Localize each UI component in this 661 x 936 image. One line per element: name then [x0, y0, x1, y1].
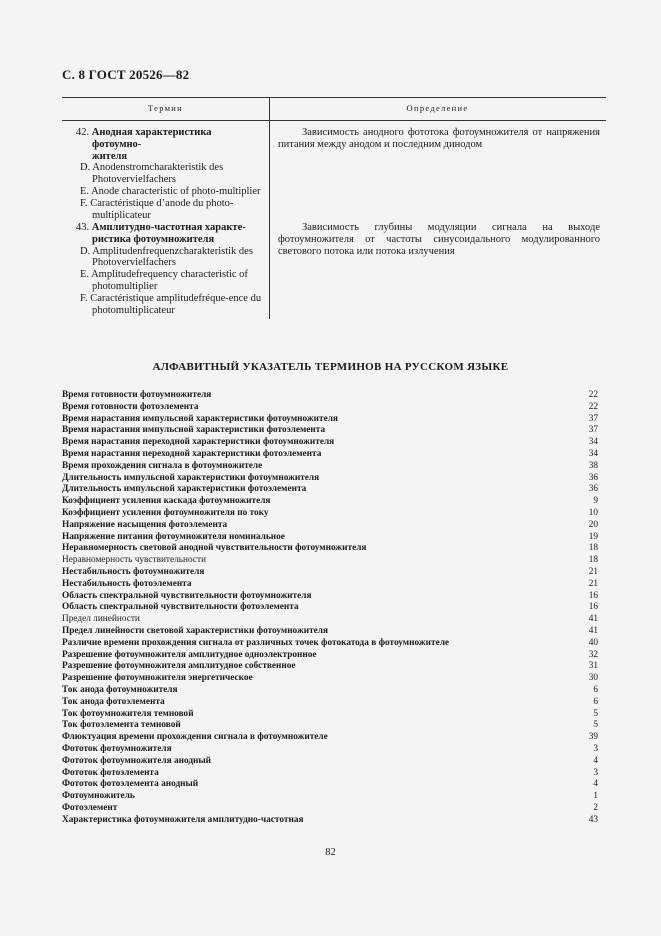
index-row: [62, 425, 598, 437]
term-ru: Амплитудно-частотная характе-: [91, 222, 246, 233]
term-de: D. Anodenstromcharakteristik des Photovervielfachers: [80, 162, 224, 186]
index-term: Время прохождения сигнала в фотоумножителе: [62, 460, 263, 471]
index-page-ref: 20: [588, 519, 598, 530]
index-page-ref: 2: [593, 802, 598, 813]
index-term: Коэффициент усиления каскада фотоумножителя: [62, 496, 271, 507]
index-term: Неравномерность чувствительности: [62, 555, 207, 566]
index-row: [62, 685, 598, 697]
index-row: [62, 532, 598, 544]
index-page-ref: 4: [593, 755, 598, 766]
index-term: Напряжение насыщения фотоэлемента: [62, 519, 228, 530]
index-term: Разрешение фотоумножителя энергетическое: [62, 673, 253, 684]
index-row: [62, 673, 598, 685]
index-page-ref: 38: [588, 460, 598, 471]
index-term: Время готовности фотоэлемента: [62, 401, 199, 412]
index-row: [62, 626, 598, 638]
page-number: 82: [325, 847, 336, 858]
term-ru-line: [76, 127, 262, 151]
index-page-ref: 43: [588, 814, 598, 825]
index-page-ref: 30: [588, 673, 598, 684]
term-de: D. Amplitudenfrequenzcharakteristik des Photovervielfachers: [80, 245, 253, 269]
index-page-ref: 22: [588, 401, 598, 412]
term-ru-continued: жителя: [92, 150, 128, 162]
index-term: Время нарастания переходной характеристики фотоумножителя: [62, 437, 335, 448]
alphabetical-index: [62, 390, 598, 826]
index-term: Фототок фотоэлемента: [62, 767, 159, 778]
index-page-ref: 16: [588, 602, 598, 613]
index-term: Характеристика фотоумножителя амплитудно-частотная: [62, 814, 304, 825]
index-page-ref: 10: [588, 507, 598, 518]
index-term: Коэффициент усиления фотоумножителя по току: [62, 507, 269, 518]
index-term: Напряжение питания фотоумножителя номинальное: [62, 531, 285, 542]
index-term: Предел линейности световой характеристики фотоумножителя: [62, 625, 329, 636]
definition-cell: Зависимость анодного фототока фотоумножителя от напряжения питания между анодом и последним динодом: [278, 127, 600, 150]
index-page-ref: 19: [588, 531, 598, 542]
column-header-term: Термин: [147, 103, 184, 113]
index-term: Ток фотоумножителя темновой: [62, 708, 194, 719]
index-term: Время нарастания переходной характеристики фотоэлемента: [62, 448, 322, 459]
index-page-ref: 18: [588, 555, 598, 566]
index-row: [62, 638, 598, 650]
index-page-ref: 6: [593, 684, 598, 695]
term-en: E. Anode characteristic of photo-multiplier: [80, 185, 261, 197]
index-term: Время готовности фотоумножителя: [62, 390, 212, 400]
index-page-ref: 16: [588, 590, 598, 601]
index-page-ref: 6: [593, 696, 598, 707]
column-header-definition: Определение: [406, 103, 469, 113]
term-fr: F. Caractéristique amplitudefréque-ence du photomultiplicateur: [80, 292, 262, 316]
column-divider-body: [269, 119, 270, 319]
index-page-ref: 39: [588, 732, 598, 743]
index-term: Область спектральной чувствительности фотоумножителя: [62, 590, 312, 601]
index-term: Фототок фотоумножителя анодный: [62, 755, 212, 766]
index-term: Ток анода фотоэлемента: [62, 696, 165, 707]
index-term: Фотоумножитель: [62, 791, 135, 802]
index-row: [62, 414, 598, 426]
index-page-ref: 36: [588, 472, 598, 483]
index-row: [62, 779, 598, 791]
index-term: Предел линейности: [62, 614, 140, 625]
term-fr: F. Caractéristique d’anode du photo-multiplicateur: [80, 197, 234, 221]
term-cell: [76, 127, 262, 221]
index-term: Нестабильность фотоэлемента: [62, 578, 192, 589]
index-term: Длительность импульсной характеристики фотоумножителя: [62, 472, 320, 483]
index-page-ref: 3: [593, 743, 598, 754]
index-row: [62, 567, 598, 579]
index-term: Различие времени прохождения сигнала от различных точек фотокатода в фотоумножителе: [62, 637, 450, 648]
table-header: [62, 97, 606, 121]
term-cell: [76, 222, 262, 316]
index-row: [62, 496, 598, 508]
index-page-ref: 37: [588, 413, 598, 424]
index-page-ref: 37: [588, 425, 598, 436]
index-page-ref: 21: [588, 578, 598, 589]
term-en: E. Amplitudefrequency characteristic of photomultiplier: [80, 269, 248, 292]
definition-cell: Зависимость глубины модуляции сигнала на выходе фотоумножителя от частоты синусоидального модулированного светового потока или потока излучения: [278, 222, 600, 257]
term-ru-line: [76, 222, 262, 234]
index-term: Время нарастания импульсной характеристики фотоумножителя: [62, 413, 338, 424]
index-row: [62, 614, 598, 626]
index-term: Разрешение фотоумножителя амплитудное собственное: [62, 661, 296, 672]
index-page-ref: 18: [588, 543, 598, 554]
index-row: [62, 661, 598, 673]
index-page-ref: 34: [588, 448, 598, 459]
index-page-ref: 31: [588, 661, 598, 672]
index-term: Фотоэлемент: [62, 802, 118, 813]
index-row: [62, 803, 598, 815]
index-page-ref: 5: [593, 720, 598, 731]
index-row: [62, 720, 598, 732]
index-page-ref: 34: [588, 437, 598, 448]
index-row: [62, 591, 598, 603]
index-row: [62, 449, 598, 461]
index-row: [62, 732, 598, 744]
index-page-ref: 4: [593, 779, 598, 790]
index-page-ref: 36: [588, 484, 598, 495]
index-row: [62, 461, 598, 473]
index-term: Ток анода фотоумножителя: [62, 684, 178, 695]
index-term: Флюктуация времени прохождения сигнала в фотоумножителе: [62, 732, 328, 743]
term-number: 42.: [76, 127, 90, 138]
index-term: Ток фотоэлемента темновой: [62, 720, 181, 731]
index-term: Разрешение фотоумножителя амплитудное одноэлектронное: [62, 649, 317, 660]
index-page-ref: 1: [593, 791, 598, 802]
term-ru: Анодная характеристика фотоумно-: [91, 127, 212, 150]
term-number: 43.: [76, 222, 90, 233]
term-ru-continued: ристика фотоумножителя: [92, 233, 215, 245]
index-row: [62, 437, 598, 449]
index-row: [62, 744, 598, 756]
index-row: [62, 815, 598, 827]
index-row: [62, 508, 598, 520]
index-term: Фототок фотоэлемента анодный: [62, 779, 199, 790]
index-page-ref: 5: [593, 708, 598, 719]
index-page-ref: 3: [593, 767, 598, 778]
index-term: Фототок фотоумножителя: [62, 743, 172, 754]
index-term: Нестабильность фотоумножителя: [62, 566, 205, 577]
index-page-ref: 9: [593, 496, 598, 507]
index-row: [62, 579, 598, 591]
index-page-ref: 40: [588, 637, 598, 648]
index-row: [62, 520, 598, 532]
index-row: [62, 791, 598, 803]
index-row: [62, 473, 598, 485]
index-row: [62, 697, 598, 709]
terms-table: [62, 97, 606, 316]
index-page-ref: 32: [588, 649, 598, 660]
index-row: [62, 756, 598, 768]
column-divider: [269, 98, 270, 120]
index-page-ref: 21: [588, 566, 598, 577]
index-term: Неравномерность световой анодной чувствительности фотоумножителя: [62, 543, 367, 554]
index-term: Время нарастания импульсной характеристики фотоэлемента: [62, 425, 326, 436]
index-row: [62, 709, 598, 721]
index-page-ref: 41: [588, 614, 598, 625]
index-row: [62, 768, 598, 780]
index-row: [62, 402, 598, 414]
index-row: [62, 484, 598, 496]
index-row: [62, 602, 598, 614]
index-row: [62, 390, 598, 402]
index-page-ref: 22: [588, 390, 598, 400]
index-row: [62, 650, 598, 662]
index-title: АЛФАВИТНЫЙ УКАЗАТЕЛЬ ТЕРМИНОВ НА РУССКОМ ЯЗЫКЕ: [152, 361, 509, 373]
index-term: Область спектральной чувствительности фотоэлемента: [62, 602, 299, 613]
index-row: [62, 543, 598, 555]
index-row: [62, 555, 598, 567]
page-header: С. 8 ГОСТ 20526—82: [62, 67, 190, 82]
index-term: Длительность импульсной характеристики фотоэлемента: [62, 484, 307, 495]
index-page-ref: 41: [588, 625, 598, 636]
